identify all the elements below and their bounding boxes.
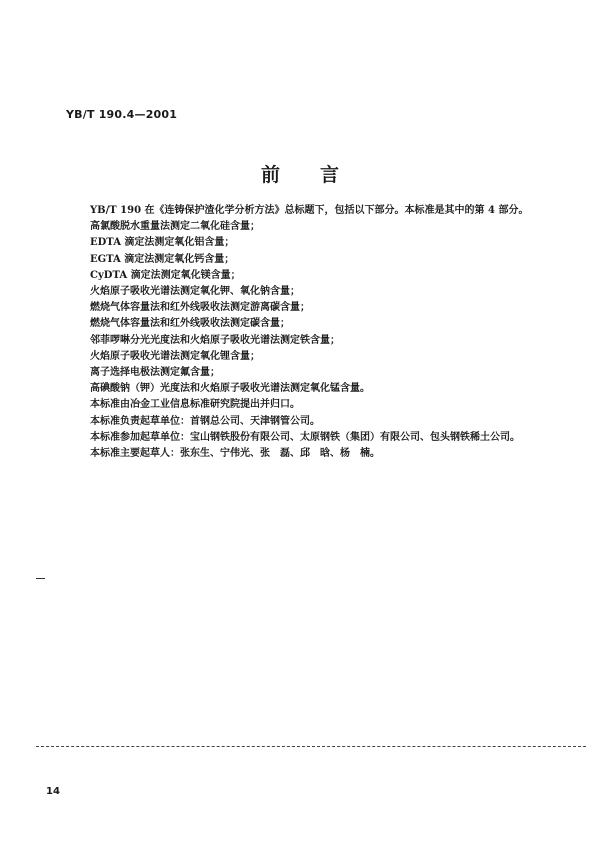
- body-line: 火焰原子吸收光谱法测定氧化钾、氧化钠含量；: [90, 286, 300, 298]
- body-line: 燃烧气体容量法和红外线吸收法测定游离碳含量；: [90, 302, 310, 314]
- body-line: CyDTA 滴定法测定氧化镁含量；: [90, 269, 241, 281]
- body-line: EGTA 滴定法测定氧化钙含量；: [90, 253, 235, 265]
- page-number: 14: [46, 786, 60, 797]
- body-line: 本标准主要起草人：张东生、宁伟光、张 磊、邱 晗、杨 楠。: [90, 448, 380, 460]
- foreword-body: [90, 203, 560, 462]
- body-line: 高氯酸脱水重量法测定二氧化硅含量；: [90, 221, 260, 233]
- body-line: 本标准由冶金工业信息标准研究院提出并归口。: [90, 399, 300, 411]
- page-title: 前言: [260, 164, 379, 186]
- footer-rule: [36, 746, 586, 747]
- body-line: 邻菲啰啉分光光度法和火焰原子吸收光谱法测定铁含量；: [90, 334, 340, 346]
- body-line: 离子选择电极法测定氟含量；: [90, 367, 220, 379]
- body-line: YB/T 190 在《连铸保护渣化学分析方法》总标题下，包括以下部分。本标准是其中的第 4 部分。: [90, 205, 529, 216]
- body-line: 本标准负责起草单位：首钢总公司、天津钢管公司。: [90, 415, 320, 427]
- standard-code: YB/T 190.4—2001: [66, 108, 178, 121]
- margin-mark: [36, 578, 45, 579]
- body-line: 火焰原子吸收光谱法测定氧化锂含量；: [90, 350, 260, 362]
- body-line: 燃烧气体容量法和红外线吸收法测定碳含量；: [90, 318, 290, 330]
- body-line: EDTA 滴定法测定氧化铝含量；: [90, 237, 235, 249]
- body-line: 本标准参加起草单位：宝山钢铁股份有限公司、太原钢铁（集团）有限公司、包头钢铁稀土公司。: [90, 431, 520, 443]
- body-line: 高碘酸钠（钾）光度法和火焰原子吸收光谱法测定氧化锰含量。: [90, 383, 370, 395]
